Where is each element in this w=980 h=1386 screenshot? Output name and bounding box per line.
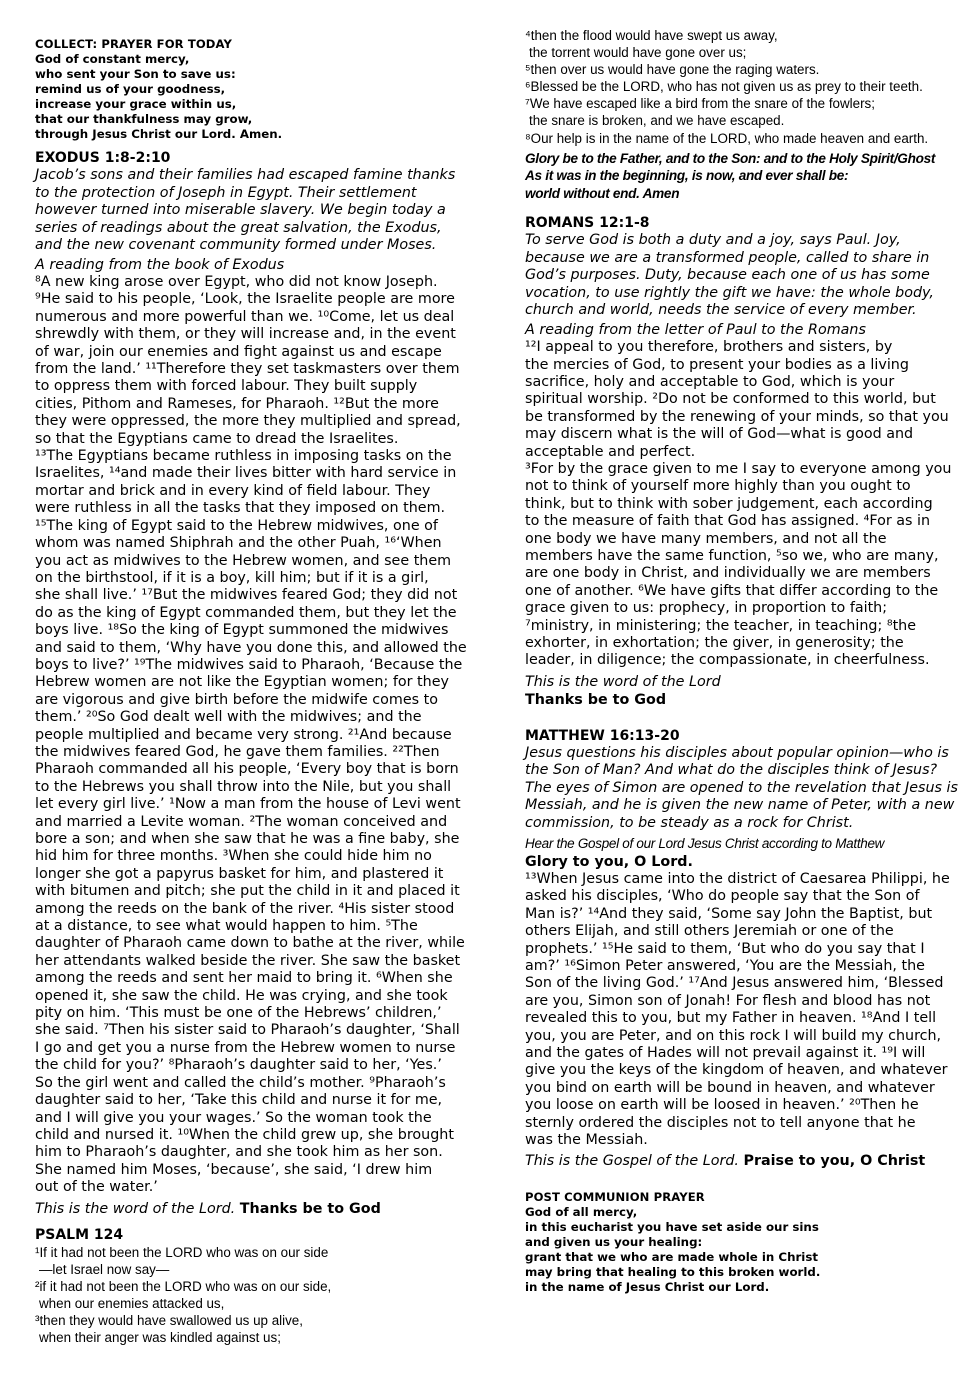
collect-line: through Jesus Christ our Lord. Amen.	[35, 127, 283, 141]
text-line: spiritual worship. ²Do not be conformed to this world, but	[525, 391, 936, 408]
psalm-line: the snare is broken, and we have escaped.	[529, 113, 785, 129]
post-communion-line: in this eucharist you have set aside our sins	[525, 1220, 819, 1235]
intro-line: The eyes of Simon are opened to the revelation that Jesus is	[525, 779, 958, 796]
intro-line: commission, to be steady as a rock for Christ.	[525, 814, 854, 831]
romans-closing	[525, 673, 963, 709]
text-line: cities, Pithom and Rameses, for Pharaoh. ¹²But the more	[35, 395, 439, 412]
text-line: him to Pharaoh’s daughter, and she took him as her son.	[35, 1144, 443, 1161]
text-line: the child for you?’ ⁸Pharaoh’s daughter said to her, ‘Yes.’	[35, 1057, 442, 1074]
text-line: her attendants walked beside the river. She saw the basket	[35, 952, 461, 969]
text-line: mortar and brick and in every kind of field labour. They	[35, 482, 431, 499]
text-line: daughter of Pharaoh came down to bathe at the river, while	[35, 935, 465, 952]
closing-versicle: This is the word of the Lord	[525, 673, 721, 690]
text-line: be transformed by the renewing of your minds, so that you	[525, 408, 949, 425]
closing-versicle: This is the word of the Lord.	[35, 1200, 236, 1217]
exodus-intro	[35, 167, 467, 255]
gloria-line: Glory be to the Father, and to the Son: and to the Holy Spirit/Ghost	[525, 150, 936, 166]
romans-intro	[525, 232, 963, 320]
exodus-heading: EXODUS 1:8-2:10	[35, 150, 171, 166]
text-line: you bind on earth will be bound in heaven, and whatever	[525, 1079, 935, 1096]
text-line: She named him Moses, ‘because’, she said, ‘I drew him	[35, 1161, 433, 1178]
matthew-text	[525, 871, 963, 1150]
text-line: asked his disciples, ‘Who do people say that the Son of	[525, 888, 920, 905]
intro-line: To serve God is both a duty and a joy, says Paul. Joy,	[525, 232, 901, 249]
text-line: child and nursed it. ¹⁰When the child grew up, she brought	[35, 1126, 454, 1143]
gloria-line: As it was in the beginning, is now, and ever shall be:	[525, 168, 849, 184]
text-line: you act as midwives to the Hebrew women, and see them	[35, 552, 452, 569]
matthew-intro	[525, 745, 963, 833]
text-line: one body we have many members, and not all the	[525, 530, 887, 547]
psalm-line: —let Israel now say—	[39, 1261, 170, 1277]
intro-line: vocation, to use rightly the gift we have: the whole body,	[525, 284, 934, 301]
text-line: sternly ordered the disciples not to tell anyone that he	[525, 1114, 916, 1131]
text-line: Son of the living God.’ ¹⁷And Jesus answered him, ‘Blessed	[525, 975, 944, 992]
text-line: do as the king of Egypt commanded them, but they let the	[35, 604, 457, 621]
text-line: so that the Egyptians came to dread the Israelites.	[35, 430, 399, 447]
intro-line: and the new covenant community formed under Moses.	[35, 237, 437, 253]
text-line: she shall live.’ ¹⁷But the midwives feared God; they did not	[35, 587, 458, 604]
text-line: revealed this to you, but my Father in heaven. ¹⁸And I tell	[525, 1010, 937, 1027]
intro-line: Jacob’s sons and their families had escaped famine thanks	[35, 167, 456, 183]
psalm-line: ⁵then over us would have gone the raging waters.	[525, 62, 820, 78]
intro-line: God’s purposes. Duty, because each one of us has some	[525, 267, 930, 284]
text-line: among the reeds and sent her maid to bring it. ⁶When she	[35, 970, 453, 987]
text-line: with bitumen and pitch; she put the child in it and placed it	[35, 883, 460, 900]
text-line: leader, in diligence; the compassionate, in cheerfulness.	[525, 652, 930, 669]
text-line: from the land.’ ¹¹Therefore they set taskmasters over them	[35, 361, 460, 378]
text-line: are one body in Christ, and individually we are members	[525, 565, 931, 582]
text-line: others Elijah, and still others Jeremiah or one of the	[525, 923, 894, 940]
spacer	[525, 1170, 963, 1190]
closing-versicle: This is the Gospel of the Lord.	[525, 1153, 739, 1170]
post-communion-line: in the name of Jesus Christ our Lord.	[525, 1280, 770, 1295]
text-line: let every girl live.’ ¹Now a man from the house of Levi went	[35, 796, 461, 813]
text-line: you, you are Peter, and on this rock I will build my church,	[525, 1027, 942, 1044]
text-line: Man is?’ ¹⁴And they said, ‘Some say John the Baptist, but	[525, 905, 933, 922]
collect-line: that our thankfulness may grow,	[35, 112, 253, 126]
intro-line: church and world, needs the service of every member.	[525, 302, 917, 319]
text-line: out of the water.’	[35, 1179, 158, 1196]
text-line: ¹³The Egyptians became ruthless in imposing tasks on the	[35, 448, 452, 465]
intro-line: because we are a transformed people, called to share in	[525, 249, 930, 266]
matthew-closing	[525, 1152, 963, 1170]
text-line: whom was named Shiphrah and the other Puah, ¹⁶‘When	[35, 535, 442, 552]
intro-line: however turned into miserable slavery. We begin today a	[35, 202, 446, 218]
text-line: at a distance, to see what would happen to him. ⁵The	[35, 918, 418, 935]
text-line: of war, join our enemies and fight against us and escape	[35, 343, 442, 360]
collect-prayer	[35, 52, 467, 142]
psalm-line: the torrent would have gone over us;	[529, 45, 747, 61]
text-line: one of another. ⁶We have gifts that differ according to the	[525, 582, 939, 599]
closing-response: Praise to you, O Christ	[743, 1153, 926, 1170]
psalm-line: ⁸Our help is in the name of the LORD, who made heaven and earth.	[525, 130, 929, 146]
exodus-reading-intro: A reading from the book of Exodus	[35, 256, 285, 273]
text-line: Hebrew women are not like the Egyptian women; for they	[35, 674, 449, 691]
romans-heading: ROMANS 12:1-8	[525, 215, 650, 232]
closing-response: Thanks be to God	[525, 691, 667, 708]
psalm-line: ¹If it had not been the LORD who was on our side	[35, 1244, 329, 1260]
text-line: to the measure of faith that God has assigned. ⁴For as in	[525, 513, 931, 530]
gloria	[525, 150, 963, 203]
text-line: ¹⁵The king of Egypt said to the Hebrew midwives, one of	[35, 517, 438, 534]
text-line: people multiplied and became very strong. ²¹And because	[35, 726, 452, 743]
text-line: and the gates of Hades will not prevail against it. ¹⁹I will	[525, 1044, 926, 1061]
text-line: ¹³When Jesus came into the district of Caesarea Philippi, he	[525, 870, 950, 887]
psalm-line: ³then they would have swallowed us up alive,	[35, 1312, 303, 1328]
text-line: sacrifice, holy and acceptable to God, which is your	[525, 373, 895, 390]
text-line: you loose on earth will be loosed in heaven.’ ²⁰Then he	[525, 1097, 919, 1114]
post-communion-line: and given us your healing:	[525, 1235, 703, 1250]
text-line: ⁹He said to his people, ‘Look, the Israelite people are more	[35, 291, 455, 308]
text-line: and I will give you your wages.’ So the woman took the	[35, 1109, 432, 1126]
text-line: boys live. ¹⁸So the king of Egypt summoned the midwives	[35, 622, 449, 639]
intro-line: Messiah, and he is given the new name of Peter, with a new	[525, 797, 955, 814]
text-line: hid him for three months. ³When she could hide him no	[35, 848, 432, 865]
romans-reading-intro: A reading from the letter of Paul to the Romans	[525, 321, 866, 338]
text-line: longer she got a papyrus basket for him, and plastered it	[35, 865, 444, 882]
post-communion-prayer	[525, 1205, 963, 1295]
text-line: and said to them, ‘Why have you done this, and allowed the	[35, 639, 467, 656]
psalm-line: ⁶Blessed be the LORD, who has not given us as prey to their teeth.	[525, 79, 923, 95]
text-line: the midwives feared God, he gave them families. ²²Then	[35, 743, 440, 760]
text-line: think, but to think with sober judgement, each according	[525, 495, 933, 512]
text-line: them.’ ²⁰So God dealt well with the midwives; and the	[35, 709, 422, 726]
intro-line: to the protection of Joseph in Egypt. Their settlement	[35, 184, 417, 201]
text-line: exhorter, in exhortation; the giver, in generosity; the	[525, 635, 904, 652]
text-line: and married a Levite woman. ²The woman conceived and	[35, 813, 448, 830]
text-line: give you the keys of the kingdom of heaven, and whatever	[525, 1062, 948, 1079]
text-line: members have the same function, ⁵so we, who are many,	[525, 548, 939, 565]
text-line: on the birthstool, if it is a boy, kill him; but if it is a girl,	[35, 569, 429, 586]
closing-response: Thanks be to God	[239, 1200, 381, 1217]
exodus-closing	[35, 1200, 467, 1218]
collect-line: who sent your Son to save us:	[35, 67, 236, 81]
text-line: pity on him. ‘This must be one of the Hebrews’ children,’	[35, 1005, 442, 1022]
text-line: ¹²I appeal to you therefore, brothers and sisters, by	[525, 339, 893, 356]
post-communion-line: God of all mercy,	[525, 1205, 638, 1220]
text-line: were ruthless in all the tasks that they imposed on them.	[35, 500, 446, 517]
intro-line: series of readings about the great salvation, the Exodus,	[35, 219, 442, 236]
text-line: daughter said to her, ‘Take this child and nurse it for me,	[35, 1092, 443, 1109]
text-line: prophets.’ ¹⁵He said to them, ‘But who do you say that I	[525, 940, 925, 957]
text-line: opened it, she saw the child. He was crying, and she took	[35, 987, 448, 1004]
text-line: ⁸A new king arose over Egypt, who did not know Joseph.	[35, 274, 438, 290]
text-line: I go and get you a nurse from the Hebrew women to nurse	[35, 1039, 456, 1056]
text-line: acceptable and perfect.	[525, 443, 696, 460]
text-line: she said. ⁷Then his sister said to Pharaoh’s daughter, ‘Shall	[35, 1022, 460, 1039]
text-line: ³For by the grace given to me I say to everyone among you	[525, 461, 952, 477]
intro-line: Jesus questions his disciples about popular opinion—who is	[525, 744, 949, 761]
text-line: So the girl went and called the child’s mother. ⁹Pharaoh’s	[35, 1074, 446, 1091]
text-line: may discern what is the will of God—what is good and	[525, 426, 914, 443]
gospel-acclamation: Glory to you, O Lord.	[525, 853, 693, 870]
text-line: are vigorous and give birth before the midwife comes to	[35, 691, 438, 708]
intro-line: the Son of Man? And what do the disciples think of Jesus?	[525, 762, 938, 779]
psalm-line: ⁴then the flood would have swept us away,	[525, 28, 778, 43]
psalm-line: when their anger was kindled against us;	[39, 1330, 281, 1345]
romans-text	[525, 339, 963, 670]
psalm-text-left	[35, 1244, 467, 1347]
post-communion-title: POST COMMUNION PRAYER	[525, 1190, 705, 1205]
text-line: Israelites, ¹⁴and made their lives bitter with hard service in	[35, 465, 457, 482]
psalm-text-right	[525, 27, 963, 147]
post-communion-line: grant that we who are made whole in Christ	[525, 1250, 818, 1265]
text-line: the mercies of God, to present your bodies as a living	[525, 356, 909, 373]
psalm-line: when our enemies attacked us,	[39, 1295, 225, 1311]
matthew-heading: MATTHEW 16:13-20	[525, 727, 680, 744]
matthew-reading-intro: Hear the Gospel of our Lord Jesus Christ according to Matthew	[525, 836, 885, 852]
collect-line: God of constant mercy,	[35, 52, 190, 66]
right-column	[525, 27, 963, 1295]
text-line: they were oppressed, the more they multiplied and spread,	[35, 413, 461, 430]
psalm-heading: PSALM 124	[35, 1226, 124, 1243]
text-line: to the Hebrews you shall throw into the Nile, but you shall	[35, 778, 452, 795]
text-line: ⁷ministry, in ministering; the teacher, in teaching; ⁸the	[525, 617, 917, 634]
text-line: among the reeds on the bank of the river. ⁴His sister stood	[35, 900, 455, 917]
gloria-line: world without end. Amen	[525, 185, 680, 201]
text-line: was the Messiah.	[525, 1131, 648, 1148]
text-line: boys to live?’ ¹⁹The midwives said to Pharaoh, ‘Because the	[35, 656, 463, 673]
collect-line: remind us of your goodness,	[35, 82, 226, 96]
psalm-line: ²if it had not been the LORD who was on our side,	[35, 1278, 332, 1294]
text-line: Pharaoh commanded all his people, ‘Every boy that is born	[35, 761, 459, 778]
collect-title: COLLECT: PRAYER FOR TODAY	[35, 37, 232, 51]
text-line: are you, Simon son of Jonah! For flesh and blood has not	[525, 992, 931, 1009]
text-line: bore a son; and when she saw that he was a fine baby, she	[35, 831, 460, 847]
psalm-line: ⁷We have escaped like a bird from the snare of the fowlers;	[525, 96, 875, 112]
text-line: grace given to us: prophecy, in proportion to faith;	[525, 600, 888, 617]
exodus-text	[35, 274, 467, 1197]
text-line: to oppress them with forced labour. They built supply	[35, 378, 418, 395]
post-communion-line: may bring that healing to this broken world.	[525, 1265, 821, 1280]
collect-line: increase your grace within us,	[35, 97, 237, 111]
text-line: shrewdly with them, or they will increase and, in the event	[35, 326, 456, 343]
text-line: not to think of yourself more highly than you ought to	[525, 478, 911, 495]
text-line: numerous and more powerful than we. ¹⁰Come, let us deal	[35, 308, 455, 325]
text-line: am?’ ¹⁶Simon Peter answered, ‘You are the Messiah, the	[525, 957, 925, 974]
left-column	[35, 37, 467, 1346]
